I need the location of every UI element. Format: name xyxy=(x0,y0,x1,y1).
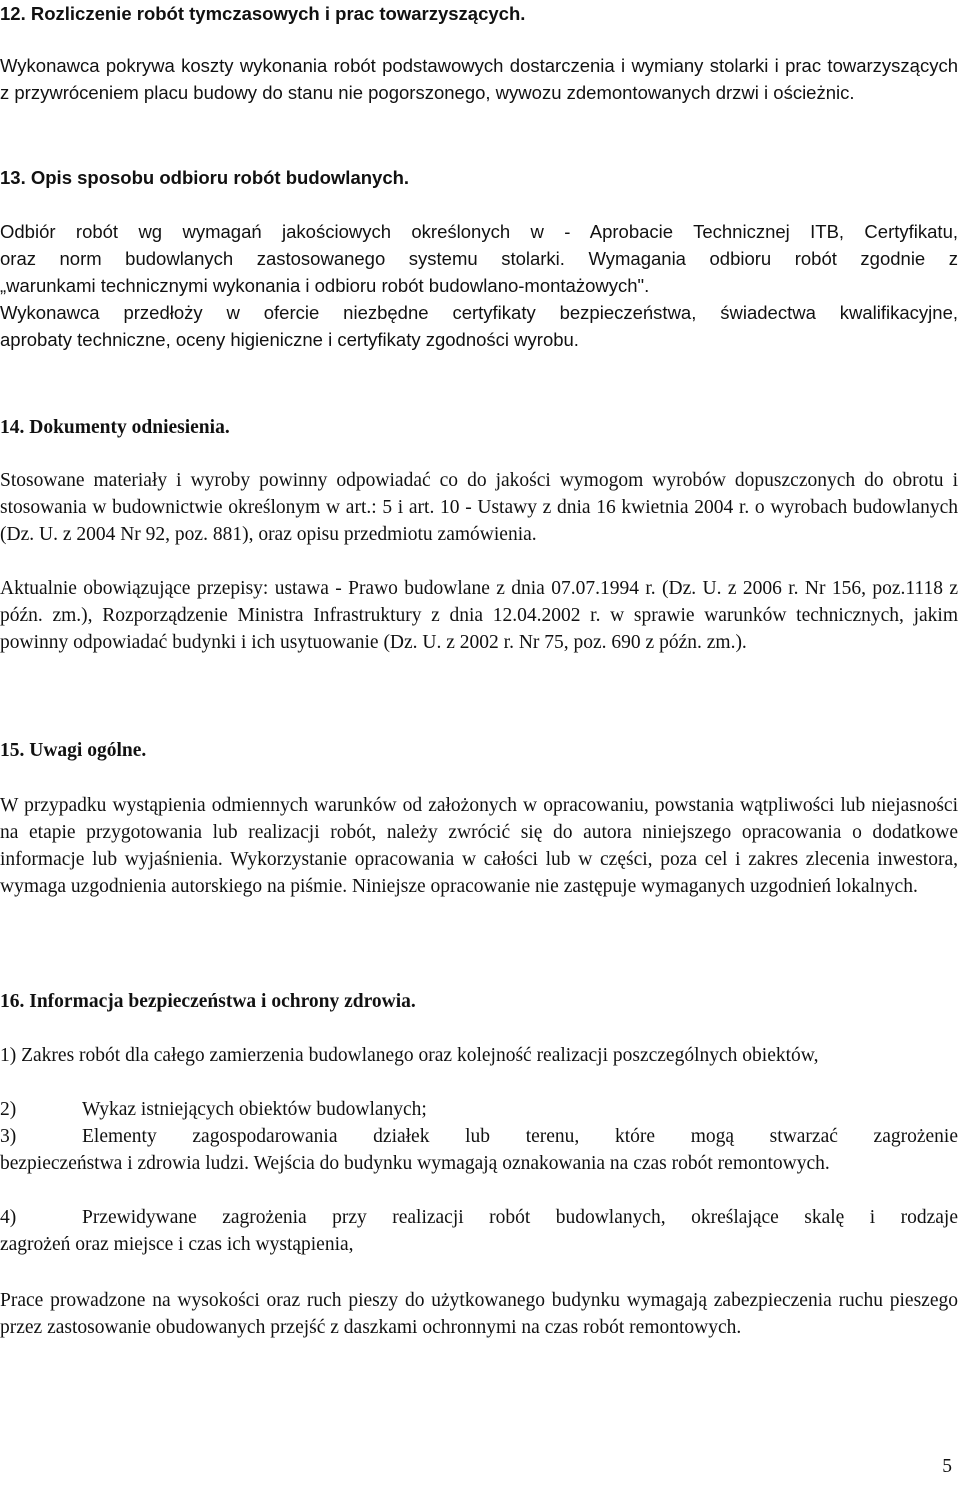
section-16-item-2 xyxy=(0,1096,958,1123)
list-number: 3) xyxy=(0,1126,17,1147)
section-16-item-3 xyxy=(0,1123,958,1177)
section-15-paragraph: W przypadku wystąpienia odmiennych warunków od założonych w opracowaniu, powstania wątpliwości lub niejasności na etapie przygotowania lub realizacji robót, należy zwrócić się do autora niniejszego opracowania o dodatkowe informacje lub wyjaśnienia. Wykorzystanie opracowania w całości lub w części, poza cel i zakres zlecenia inwestora, wymaga uzgodnienia autorskiego na piśmie. Niniejsze opracowanie nie zastępuje wymaganych uzgodnień lokalnych. xyxy=(0,795,958,897)
section-16-item-1: 1) Zakres robót dla całego zamierzenia budowlanego oraz kolejność realizacji poszczególnych obiektów, xyxy=(0,1045,819,1066)
section-13-heading: 13. Opis sposobu odbioru robót budowlanych. xyxy=(0,167,410,188)
list-number: 4) xyxy=(0,1207,17,1228)
page-number: 5 xyxy=(942,1456,952,1477)
section-13-line: Wykonawca przedłoży w ofercie niezbędne certyfikaty bezpieczeństwa, świadectwa kwalifikacyjne, xyxy=(0,302,958,323)
list-item-text: Wykaz istniejących obiektów budowlanych; xyxy=(82,1099,427,1120)
list-item-continuation: zagrożeń oraz miejsce i czas ich wystąpienia, xyxy=(0,1234,354,1255)
section-14-paragraph-2: Aktualnie obowiązujące przepisy: ustawa - Prawo budowlane z dnia 07.07.1994 r. (Dz. U. z 2006 r. Nr 156, poz.1118 z późn. zm.), Rozporządzenie Ministra Infrastruktury z dnia 12.04.2002 r. w sprawie warunków technicznych, jakim powinny odpowiadać budynki i ich usytuowanie (Dz. U. z 2002 r. Nr 75, poz. 690 z późn. zm.). xyxy=(0,578,958,653)
section-14-paragraph-1: Stosowane materiały i wyroby powinny odpowiadać co do jakości wymogom wyrobów dopuszczonych do obrotu i stosowania w budownictwie określonym w art.: 5 i art. 10 - Ustawy z dnia 16 kwietnia 2004 r. o wyrobach budowlanych (Dz. U. z 2004 Nr 92, poz. 881), oraz opisu przedmiotu zamówienia. xyxy=(0,470,958,545)
section-16-heading: 16. Informacja bezpieczeństwa i ochrony zdrowia. xyxy=(0,991,416,1012)
section-16-paragraph: Prace prowadzone na wysokości oraz ruch pieszy do użytkowanego budynku wymagają zabezpieczenia ruchu pieszego przez zastosowanie obudowanych przejść z daszkami ochronnymi na czas robót remontowych. xyxy=(0,1290,958,1338)
section-14-heading: 14. Dokumenty odniesienia. xyxy=(0,417,230,438)
section-13-line: oraz norm budowlanych zastosowanego systemu stolarki. Wymagania odbioru robót zgodnie z xyxy=(0,248,958,269)
section-13-line: Odbiór robót wg wymagań jakościowych określonych w - Aprobacie Technicznej ITB, Certyfikatu, xyxy=(0,221,958,242)
section-13-paragraph xyxy=(0,218,958,353)
section-12-heading: 12. Rozliczenie robót tymczasowych i prac towarzyszących. xyxy=(0,3,526,24)
section-12-paragraph: Wykonawca pokrywa koszty wykonania robót podstawowych dostarczenia i wymiany stolarki i prac towarzyszących z przywróceniem placu budowy do stanu nie pogorszonego, wywozu zdemontowanych drzwi i ościeżnic. xyxy=(0,55,958,103)
section-16-item-4 xyxy=(0,1204,958,1258)
list-number: 2) xyxy=(0,1099,17,1120)
list-item-text: Elementy zagospodarowania działek lub terenu, które mogą stwarzać zagrożenie xyxy=(82,1126,958,1147)
section-15-heading: 15. Uwagi ogólne. xyxy=(0,740,147,761)
section-13-line: „warunkami technicznymi wykonania i odbioru robót budowlano-montażowych". xyxy=(0,275,650,296)
list-item-continuation: bezpieczeństwa i zdrowia ludzi. Wejścia do budynku wymagają oznakowania na czas robót remontowych. xyxy=(0,1153,830,1174)
section-13-line: aprobaty techniczne, oceny higieniczne i certyfikaty zgodności wyrobu. xyxy=(0,329,579,350)
list-item-text: Przewidywane zagrożenia przy realizacji robót budowlanych, określające skalę i rodzaje xyxy=(82,1207,958,1228)
